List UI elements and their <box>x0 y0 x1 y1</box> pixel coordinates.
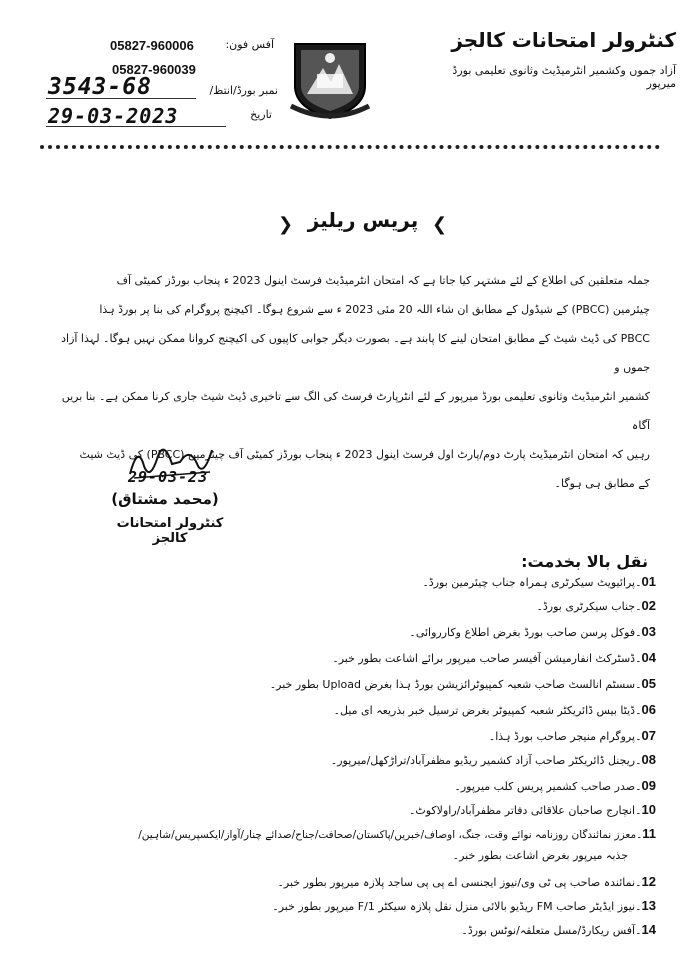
body-line: رہیں کہ امتحان انٹرمیڈیٹ پارٹ دوم/پارٹ اول فرسٹ اینول 2023 ء پنجاب بورڈز کمیٹی آف چیئرمین (PBCC) کی ڈیٹ شیٹ <box>79 448 650 461</box>
title-ornament-right: ❮ <box>432 214 448 235</box>
copy-item: 10۔انچارج صاحبان علاقائی دفاتر مظفرآباد/راولاکوٹ۔ <box>408 802 656 817</box>
date-label: تاریخ <box>250 108 272 121</box>
date-value: 29-03-2023 <box>48 104 179 128</box>
copy-item: 13۔نیوز ایڈیٹر صاحب FM ریڈیو بالائی منزل نقل پلازہ سیکٹر F/1 میرپور بطور خبر۔ <box>272 898 656 913</box>
copy-item: 09۔صدر صاحب کشمیر پریس کلب میرپور۔ <box>454 778 656 793</box>
copy-item: 03۔فوکل پرسن صاحب بورڈ بغرض اطلاع وکارروائی۔ <box>409 624 656 639</box>
copy-item: 04۔ڈسٹرکٹ انفارمیشن آفیسر صاحب میرپور برائے اشاعت بطور خبر۔ <box>332 650 656 665</box>
phone-1: 05827-960006 <box>110 38 194 53</box>
copy-item: 06۔ڈیٹا بیس ڈائریکٹر شعبہ کمپیوٹر بغرض ترسیل خبر بذریعہ ای میل۔ <box>333 702 656 717</box>
title-ornament-left: ❯ <box>278 214 294 235</box>
copy-item: 08۔ریجنل ڈائریکٹر صاحب آزاد کشمیر ریڈیو مظفرآباد/تراڑکھل/میرپور۔ <box>330 752 656 767</box>
press-release-title: پریس ریلیز <box>307 208 419 232</box>
signatory-name: (محمد مشتاق) <box>111 490 219 508</box>
body-line: چیئرمین (PBCC) کے شیڈول کے مطابق ان شاء اللہ 20 مئی 2023 ء سے شروع ہوگا۔ اکیچنج پروگرام کی بنا پر بورڈ ہذا <box>99 303 650 316</box>
board-logo <box>287 34 373 120</box>
copy-item: 01۔پرائیویٹ سیکرٹری ہمراہ جناب چیئرمین بورڈ۔ <box>422 574 656 589</box>
phone-label: آفس فون: <box>225 38 274 51</box>
copy-item: 11۔معزز نمائندگان روزنامہ نوائے وقت، جنگ، اوصاف/خبریں/پاکستان/صحافت/جناح/صدائے چنار/آواز/ایکسپریس/شاہین/ <box>138 826 656 841</box>
office-name: کنٹرولر امتحانات کالجز <box>451 28 676 52</box>
signature-date: 29-03-23 <box>128 468 209 486</box>
header-divider <box>40 145 660 149</box>
body-line: کے مطابق ہی ہوگا۔ <box>554 477 650 490</box>
board-name: آزاد جموں وکشمیر انٹرمیڈیٹ وثانوی تعلیمی بورڈ میرپور <box>452 64 676 90</box>
copy-item: 14۔آفس ریکارڈ/مسل متعلقہ/نوٹس بورڈ۔ <box>461 922 656 937</box>
signatory-designation: کنٹرولر امتحانات کالجز <box>116 516 224 546</box>
ref-number: 3543-68 <box>48 74 152 100</box>
copy-item: 12۔نمائندہ صاحب پی ٹی وی/نیوز ایجنسی اے پی پی ساجد پلازہ میرپور بطور خبر۔ <box>277 874 656 889</box>
ref-label: نمبر بورڈ/انتظ/ <box>209 84 278 97</box>
phone-2: 05827-960039 <box>112 62 196 77</box>
copy-item-continued: جذبہ میرپور بغرض اشاعت بطور خبر۔ <box>452 849 628 862</box>
body-line: جملہ متعلقین کی اطلاع کے لئے مشتہر کیا جاتا ہے کہ امتحان انٹرمیڈیٹ فرسٹ اینول 2023 ء پنجاب بورڈز کمیٹی آف <box>116 274 650 287</box>
copy-heading: نقل بالا بخدمت: <box>521 552 648 571</box>
copy-item: 02۔جناب سیکرٹری بورڈ۔ <box>536 598 656 613</box>
body-line: PBCC کی ڈیٹ شیٹ کے مطابق امتحان لینے کا پابند ہے۔ بصورت دیگر جوابی کاپیوں کی اکیچنج کروانا ممکن نہیں ہوگا۔ لہذا آزاد جموں و <box>61 332 650 374</box>
copy-item: 05۔سسٹم انالسٹ صاحب شعبہ کمپیوٹرائزیشن بورڈ ہذا بغرض Upload بطور خبر۔ <box>269 676 656 691</box>
body-line: کشمیر انٹرمیڈیٹ وثانوی تعلیمی بورڈ میرپور کے لئے انٹرپارٹ فرسٹ کی الگ سے تاخیری ڈیٹ شیٹ جاری کرنا ممکن ہے۔ بنا بریں آگاہ <box>61 390 650 432</box>
copy-item: 07۔پروگرام منیجر صاحب بورڈ ہذا۔ <box>488 728 656 743</box>
